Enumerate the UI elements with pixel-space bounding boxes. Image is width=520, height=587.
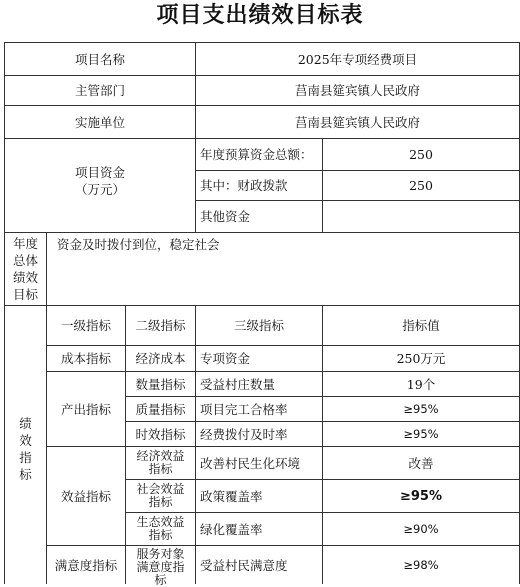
output-level3: 经费拨付及时率	[200, 426, 288, 442]
output-level2: 时效指标	[135, 426, 186, 442]
output-level3: 项目完工合格率	[200, 401, 288, 417]
header-value: 指标值	[402, 318, 440, 333]
project-name-label: 项目名称	[74, 51, 125, 67]
other-fund-value	[323, 201, 519, 232]
output-value: ≥95%	[403, 426, 439, 441]
overall-label-line: 年度	[12, 236, 38, 251]
output-value: ≥95%	[403, 401, 439, 416]
page-title: 项目支出绩效目标表	[156, 2, 364, 28]
section-label-char: 效	[19, 433, 32, 448]
budget-total-value: 250	[409, 147, 433, 162]
fund-label	[5, 139, 195, 232]
cost-level3: 专项资金	[200, 351, 251, 366]
header-level2: 二级指标	[135, 318, 186, 333]
overall-label-line: 绩效	[12, 270, 38, 285]
satisfaction-level1: 满意度指标	[54, 557, 118, 573]
cost-level1: 成本指标	[60, 351, 111, 366]
budget-total-label: 年度预算资金总额：	[200, 147, 313, 162]
cost-level2: 经济成本	[135, 351, 186, 366]
impl-value: 莒南县筵宾镇人民政府	[294, 114, 420, 130]
output-value: 19个	[406, 376, 436, 392]
benefit-level2: 社会效益指标	[136, 482, 185, 509]
dept-label: 主管部门	[74, 83, 125, 98]
output-level2: 数量指标	[135, 376, 186, 392]
header-level1: 一级指标	[60, 318, 111, 333]
benefit-level3: 改善村民生化环境	[200, 455, 301, 471]
cost-value: 250万元	[396, 351, 446, 366]
overall-goal-text: 资金及时拨付到位，稳定社会	[57, 237, 220, 252]
benefit-value: ≥90%	[403, 521, 439, 536]
fiscal-value: 250	[409, 178, 433, 193]
fund-label-line2: （万元）	[74, 181, 125, 197]
section-label-char: 绩	[19, 416, 32, 431]
satisfaction-level3: 受益村民满意度	[200, 557, 288, 573]
satisfaction-level2: 服务对象满意度指标	[136, 547, 185, 587]
benefit-value: 改善	[408, 455, 434, 471]
benefit-level2: 经济效益指标	[136, 449, 185, 476]
benefit-level1: 效益指标	[60, 488, 111, 504]
section-label-char: 标	[19, 467, 32, 482]
overall-label-line: 目标	[12, 287, 38, 302]
benefit-level3: 绿化覆盖率	[200, 521, 263, 537]
impl-label: 实施单位	[74, 114, 125, 130]
header-level3: 三级指标	[233, 318, 284, 333]
benefit-level3: 政策覆盖率	[200, 488, 263, 504]
output-level3: 受益村庄数量	[200, 376, 276, 392]
benefit-level2: 生态效益指标	[136, 515, 185, 542]
other-fund-label: 其他资金	[200, 209, 251, 224]
fund-label-line1: 项目资金	[74, 164, 125, 180]
satisfaction-value: ≥98%	[403, 557, 439, 572]
output-level1: 产出指标	[60, 401, 111, 417]
overall-label-line: 总体	[12, 253, 38, 268]
output-level2: 质量指标	[135, 401, 186, 417]
fiscal-label: 其中：财政拨款	[200, 178, 288, 193]
indicators-section-label	[5, 306, 46, 584]
overall-goal-label	[5, 233, 46, 305]
section-label-char: 指	[19, 450, 32, 465]
benefit-value: ≥95%	[399, 488, 442, 504]
project-name-value: 2025年专项经费项目	[297, 51, 418, 67]
dept-value: 莒南县筵宾镇人民政府	[294, 83, 420, 98]
